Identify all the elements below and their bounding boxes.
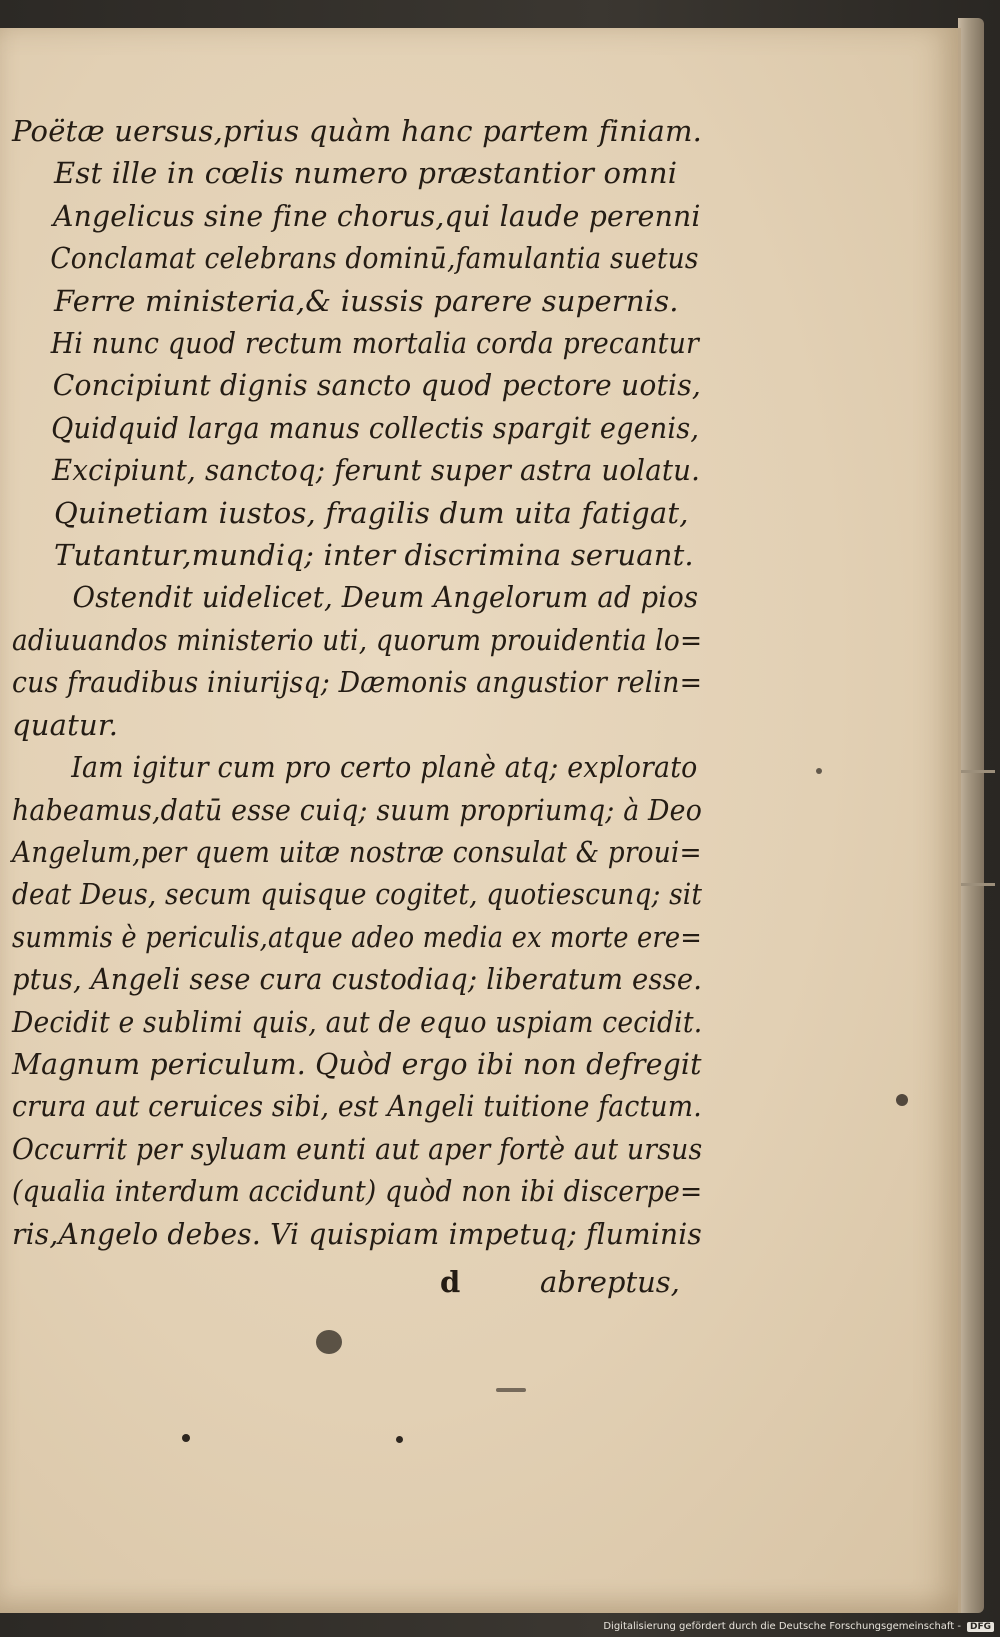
page-text-block	[12, 110, 702, 1255]
ink-speck	[896, 1094, 908, 1106]
dfg-logo: DFG	[967, 1622, 994, 1632]
text-line: Conclamat celebrans dominū,famulantia suetus	[50, 241, 699, 276]
text-line: ris,Angelo debes. Vi quispiam impetuq; fluminis	[12, 1216, 703, 1251]
text-line: quatur.	[12, 707, 119, 742]
text-line: Quidquid larga manus collectis spargit egenis,	[51, 410, 700, 445]
text-line: Magnum periculum. Quòd ergo ibi non defregit	[12, 1046, 702, 1081]
text-line: Poëtæ uersus,prius quàm hanc partem finiam.	[12, 114, 703, 148]
ink-speck	[182, 1434, 190, 1442]
text-line: summis è periculis,atque adeo media ex morte ere=	[12, 919, 702, 954]
text-line: Ostendit uidelicet, Deum Angelorum ad pios	[72, 580, 699, 615]
text-line: Decidit e sublimi quis, aut de equo uspiam cecidit.	[12, 1004, 703, 1039]
text-line: cus fraudibus iniurijsq; Dæmonis angustior relin=	[12, 665, 703, 700]
ink-blot	[316, 1330, 342, 1354]
text-line: deat Deus, secum quisque cogitet, quotiescunq; sit	[12, 877, 703, 912]
text-line: Hi nunc quod rectum mortalia corda precantur	[50, 326, 700, 361]
ink-speck	[816, 768, 822, 774]
text-line: Est ille in cœlis numero præstantior omni	[54, 156, 678, 191]
text-line: Iam igitur cum pro certo planè atq; explorato	[71, 750, 698, 785]
text-line: Occurrit per syluam eunti aut aper fortè aut ursus	[12, 1131, 703, 1166]
text-line: Angelicus sine fine chorus,qui laude perenni	[52, 198, 701, 233]
text-line: Tutantur,mundiq; inter discrimina seruant.	[54, 538, 694, 573]
text-line: crura aut ceruices sibi, est Angeli tuitione factum.	[12, 1089, 702, 1124]
ink-speck	[396, 1436, 403, 1443]
ink-speck	[496, 1388, 526, 1392]
catchword: abreptus,	[540, 1265, 680, 1299]
text-line: habeamus,datū esse cuiq; suum propriumq; à Deo	[12, 792, 703, 827]
text-line: Quinetiam iustos, fragilis dum uita fatigat,	[54, 495, 689, 530]
text-line: adiuuandos ministerio uti, quorum prouidentia lo=	[12, 622, 703, 657]
text-line: Concipiunt dignis sancto quod pectore uotis,	[52, 368, 701, 403]
footer-bar	[600, 1616, 1000, 1637]
text-line: ptus, Angeli sese cura custodiaq; liberatum esse.	[12, 962, 703, 997]
text-line: Ferre ministeria,& iussis parere supernis.	[54, 283, 679, 318]
text-line: Angelum,per quem uitæ nostræ consulat & proui=	[12, 834, 702, 869]
text-line: Excipiunt, sanctoq; ferunt super astra uolatu.	[52, 453, 701, 488]
text-line: (qualia interdum accidunt) quòd non ibi discerpe=	[12, 1174, 703, 1209]
footer-credit: Digitalisierung gefördert durch die Deutsche Forschungsgemeinschaft -	[603, 1621, 961, 1632]
signature-mark: d	[440, 1265, 461, 1299]
